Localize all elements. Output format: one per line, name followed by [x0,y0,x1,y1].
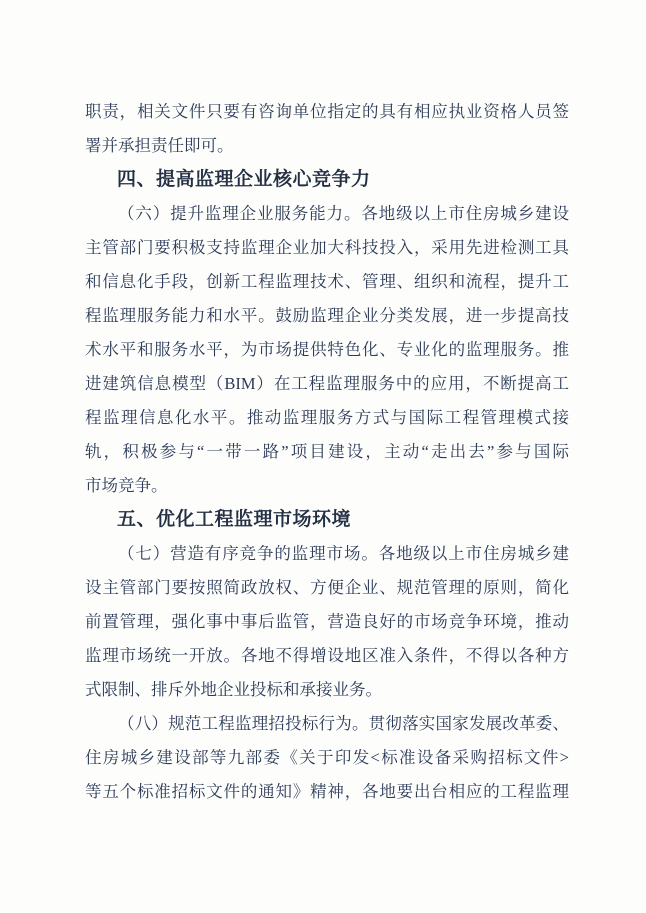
document-body [85,95,569,809]
text-line: 术水平和服务水平，为市场提供特色化、专业化的监理服务。推 [85,340,569,359]
text-line: 式限制、排斥外地企业投标和承接业务。 [85,680,382,699]
text-line: 署并承担责任即可。 [85,136,234,155]
text-line: 轨，积极参与“一带一路”项目建设，主动“走出去”参与国际 [85,442,569,461]
text-line: 职责，相关文件只要有咨询单位指定的具有相应执业资格人员签 [85,102,569,121]
text-line: 监理市场统一开放。各地不得增设地区准入条件，不得以各种方 [85,646,569,665]
text-line: 进建筑信息模型（BIM）在工程监理服务中的应用，不断提高工 [85,374,569,393]
text-line: 和信息化手段，创新工程监理技术、管理、组织和流程，提升工 [85,272,569,291]
text-line: 市场竞争。 [85,476,168,495]
section-heading: 五、优化工程监理市场环境 [117,509,352,530]
text-line: （七）营造有序竞争的监理市场。各地级以上市住房城乡建 [118,544,569,563]
section-heading: 四、提高监理企业核心竞争力 [117,169,371,190]
text-line: 等五个标准招标文件的通知》精神，各地要出台相应的工程监理 [85,782,569,801]
text-line: 主管部门要积极支持监理企业加大科技投入，采用先进检测工具 [85,238,569,257]
text-line: 前置管理，强化事中事后监管，营造良好的市场竞争环境，推动 [85,612,569,631]
text-line: （八）规范工程监理招投标行为。贯彻落实国家发展改革委、 [118,714,569,733]
text-line: 设主管部门要按照简政放权、方便企业、规范管理的原则，简化 [85,578,569,597]
text-line: 程监理服务能力和水平。鼓励监理企业分类发展，进一步提高技 [85,306,569,325]
text-line: 住房城乡建设部等九部委《关于印发<标准设备采购招标文件> [85,748,569,767]
text-line: （六）提升监理企业服务能力。各地级以上市住房城乡建设 [118,204,569,223]
text-line: 程监理信息化水平。推动监理服务方式与国际工程管理模式接 [85,408,569,427]
